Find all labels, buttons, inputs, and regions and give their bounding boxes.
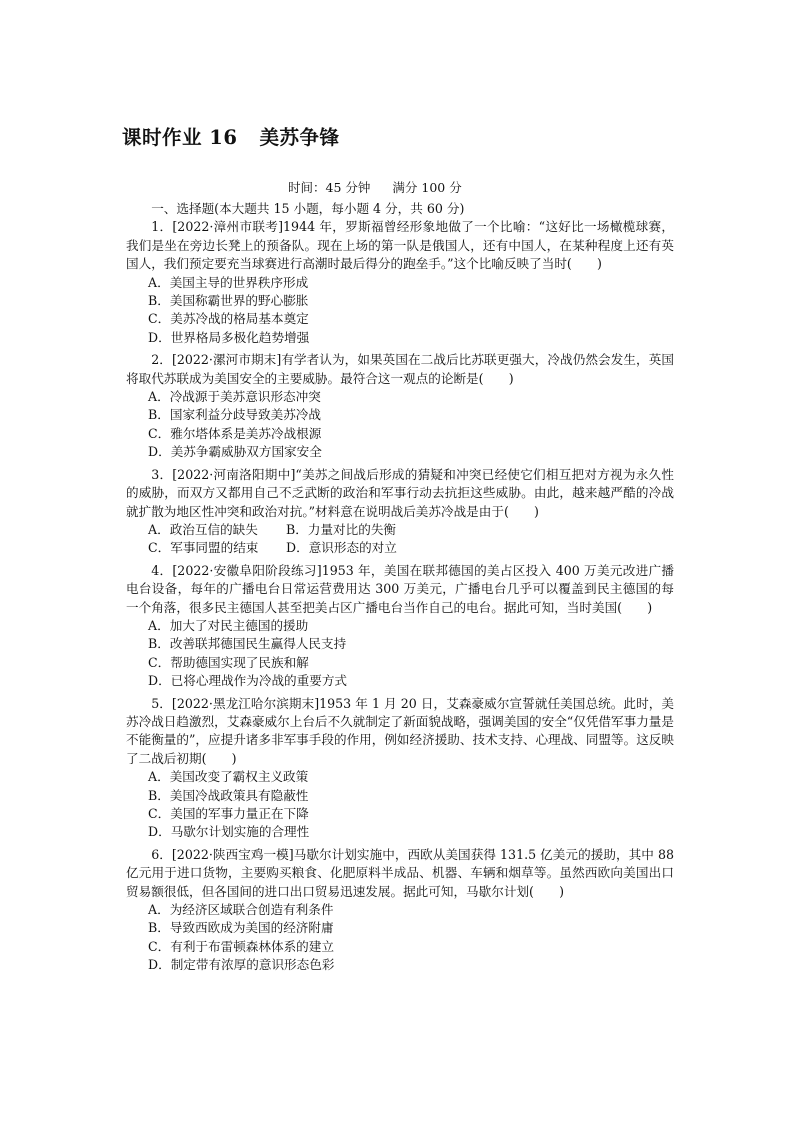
option-c: C．军事同盟的结束 bbox=[148, 540, 259, 556]
option-c: C．雅尔塔体系是美苏冷战根源 bbox=[148, 425, 322, 441]
option-b: B．美国称霸世界的野心膨胀 bbox=[148, 293, 309, 309]
option-d: D．美苏争霸威胁双方国家安全 bbox=[148, 444, 322, 460]
option-a: A．加大了对民主德国的援助 bbox=[148, 617, 309, 633]
page-title bbox=[122, 122, 339, 150]
question-stem: 4．[2022·安徽阜阳阶段练习]1953 年，美国在联邦德国的美占区投入 400 万美元改进广播电台设备，每年的广播电台日常运营费用达 300 万美元，广播电台几乎可以覆盖到民主德国的每一个角落，很多民主德国人甚至把美占区广播电台当作自己的电台。据此可知，当时美国( ) bbox=[126, 562, 674, 615]
question-stem: 2．[2022·漯河市期末]有学者认为，如果英国在二战后比苏联更强大，冷战仍然会发生，英国将取代苏联成为美国安全的主要威胁。最符合这一观点的论断是( ) bbox=[126, 352, 674, 386]
option-d: D．马歇尔计划实施的合理性 bbox=[148, 824, 310, 840]
question-6 bbox=[126, 846, 674, 975]
option-b: B．力量对比的失衡 bbox=[286, 521, 397, 537]
option-b: B．改善联邦德国民生赢得人民支持 bbox=[148, 636, 347, 652]
section-heading: 一、选择题(本大题共 15 小题，每小题 4 分，共 60 分) bbox=[151, 201, 465, 216]
title-sub: 美苏争锋 bbox=[259, 126, 340, 149]
option-c: C．有利于布雷顿森林体系的建立 bbox=[148, 938, 334, 954]
option-row-2 bbox=[148, 539, 674, 557]
option-c: C．美苏冷战的格局基本奠定 bbox=[148, 311, 309, 327]
question-1 bbox=[126, 218, 674, 347]
question-3 bbox=[126, 466, 674, 558]
option-c: C．美国的军事力量正在下降 bbox=[148, 806, 309, 821]
question-5 bbox=[126, 695, 674, 842]
option-b: B．导致西欧成为美国的经济附庸 bbox=[148, 920, 334, 936]
option-d: D．世界格局多极化趋势增强 bbox=[148, 329, 310, 345]
full-score: 满分 100 分 bbox=[392, 180, 462, 195]
title-main: 课时作业 16 bbox=[122, 126, 238, 149]
option-a: A．冷战源于美苏意识形态冲突 bbox=[148, 389, 321, 405]
option-d: D．已将心理战作为冷战的重要方式 bbox=[148, 673, 348, 689]
option-a: A．政治互信的缺失 bbox=[148, 521, 258, 537]
option-a: A．美国主导的世界秩序形成 bbox=[148, 274, 309, 290]
exam-meta bbox=[288, 178, 462, 196]
option-c: C．帮助德国实现了民族和解 bbox=[148, 654, 309, 670]
option-d: D．意识形态的对立 bbox=[286, 540, 397, 556]
question-stem: 1．[2022·漳州市联考]1944 年，罗斯福曾经形象地做了一个比喻：“这好比一场橄榄球赛，我们是坐在旁边长凳上的预备队。现在上场的第一队是俄国人，还有中国人，在某种程度上还有英国人，我们预定要充当球赛进行高潮时最后得分的跑垒手。”这个比喻反映了当时( ) bbox=[126, 219, 674, 272]
option-b: B．美国冷战政策具有隐蔽性 bbox=[148, 787, 309, 803]
option-a: A．为经济区域联合创造有利条件 bbox=[148, 902, 334, 918]
question-stem: 5．[2022·黑龙江哈尔滨期末]1953 年 1 月 20 日，艾森豪威尔宣誓就任美国总统。此时，美苏冷战日趋激烈，艾森豪威尔上台后不久就制定了新面貌战略，强调美国的安全“仅凭借军事力量是不能衡量的”，应提升诸多非军事手段的作用，例如经济援助、技术支持、心理战、同盟等。这反映了二战后初期( ) bbox=[126, 695, 674, 766]
option-a: A．美国改变了霸权主义政策 bbox=[148, 769, 309, 785]
question-stem: 6．[2022·陕西宝鸡一模]马歇尔计划实施中，西欧从美国获得 131.5 亿美元的援助，其中 88 亿元用于进口货物，主要购买粮食、化肥原料半成品、机器、车辆和烟草等。虽然西欧向美国出口贸易额很低，但各国间的进口出口贸易迅速发展。据此可知，马歇尔计划( ) bbox=[126, 846, 674, 899]
question-list bbox=[126, 200, 674, 979]
time-limit: 时间：45 分钟 bbox=[288, 180, 371, 195]
question-2 bbox=[126, 351, 674, 461]
question-4 bbox=[126, 562, 674, 691]
option-row-1 bbox=[148, 521, 674, 539]
question-stem: 3．[2022·河南洛阳期中]“美苏之间战后形成的猜疑和冲突已经使它们相互把对方视为永久性的威胁，而双方又都用自己不乏武断的政治和军事行动去抗拒这些威胁。由此，越来越严酷的冷战就扩散为地区性冲突和政治对抗。”材料意在说明战后美苏冷战是由于( ) bbox=[126, 466, 674, 519]
option-d: D．制定带有浓厚的意识形态色彩 bbox=[148, 957, 335, 973]
option-b: B．国家利益分歧导致美苏冷战 bbox=[148, 407, 321, 423]
